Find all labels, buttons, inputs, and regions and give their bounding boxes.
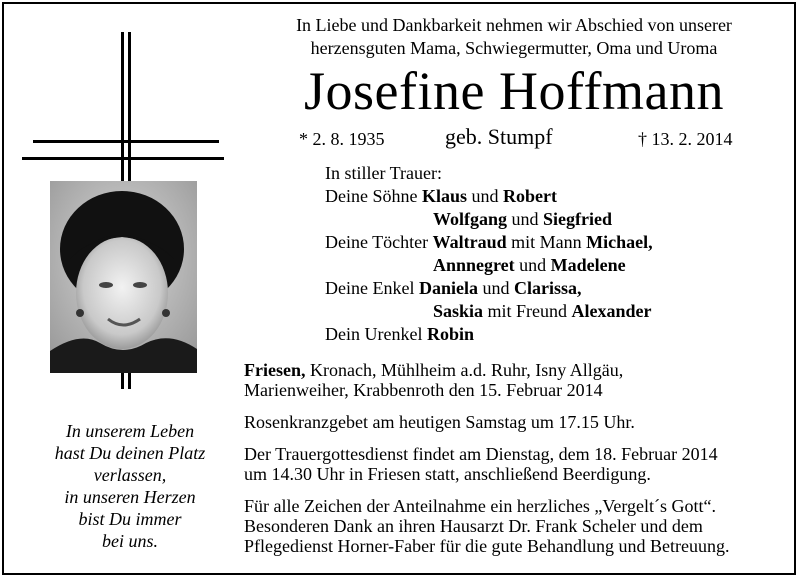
mourners-sons-line2: [433, 208, 612, 231]
maiden-name: geb. Stumpf: [445, 124, 553, 149]
service-line: um 14.30 Uhr in Friesen statt, anschließend Beerdigung.: [244, 464, 651, 484]
thanks-text: [244, 496, 790, 556]
deceased-name: Josefine Hoffmann: [304, 61, 724, 121]
mourners-heading: In stiller Trauer:: [325, 163, 442, 183]
intro-line: In Liebe und Dankbarkeit nehmen wir Abschied von unserer: [296, 15, 732, 35]
death-date: 13. 2. 2014: [651, 129, 733, 149]
town-name: Friesen,: [244, 360, 306, 380]
conjunction: und: [471, 186, 499, 206]
son-name: Klaus: [421, 186, 468, 206]
place-line2: Marienweiher, Krabbenroth den 15. Februar 2014: [244, 380, 603, 400]
memorial-quote: [22, 420, 238, 552]
grandchild-name: Daniela: [418, 278, 478, 298]
quote-line: In unserem Leben: [65, 421, 195, 441]
son-name: Siegfried: [543, 209, 613, 229]
place-line1: [244, 360, 790, 380]
places-list: Kronach, Mühlheim a.d. Ruhr, Isny Allgäu,: [309, 360, 624, 380]
quote-line: bist Du immer: [78, 509, 182, 529]
mourners-daughters-line2: [433, 254, 626, 277]
mourners-greatgrandchild: [325, 323, 474, 346]
daughter-name: Madelene: [550, 255, 626, 275]
son-name: Robert: [503, 186, 557, 206]
rosary-text: Rosenkranzgebet am heutigen Samstag um 17.15 Uhr.: [244, 412, 635, 432]
mourners-sons-line1: [325, 185, 557, 208]
intro-text: [244, 14, 784, 60]
death-cross-icon: †: [638, 129, 647, 149]
friend-name: Alexander: [571, 301, 652, 321]
relation-text: mit Mann: [511, 232, 582, 252]
mourners-daughters-line1: [325, 231, 653, 254]
greatgrandchild-prefix: Dein Urenkel: [325, 324, 423, 344]
birth-star-icon: *: [299, 129, 308, 149]
quote-line: in unseren Herzen: [64, 487, 196, 507]
greatgrandchild-name: Robin: [426, 324, 474, 344]
sons-prefix: Deine Söhne: [325, 186, 418, 206]
thanks-line: Pflegedienst Horner-Faber für die gute Behandlung und Betreuung.: [244, 536, 730, 556]
relation-text: mit Freund: [487, 301, 568, 321]
thanks-line: Besonderen Dank an ihren Hausarzt Dr. Frank Scheler und dem: [244, 516, 703, 536]
service-info: [244, 444, 790, 484]
intro-line: herzensguten Mama, Schwiegermutter, Oma und Uroma: [310, 38, 718, 58]
death-info: [638, 128, 733, 151]
grandchild-name: Saskia: [433, 301, 484, 321]
grandchild-name: Clarissa,: [513, 278, 582, 298]
conjunction: und: [482, 278, 510, 298]
quote-line: hast Du deinen Platz: [54, 443, 206, 463]
place-date: [244, 360, 790, 400]
grandchildren-prefix: Deine Enkel: [325, 278, 415, 298]
portrait-photo: [50, 181, 197, 373]
birth-date: 2. 8. 1935: [312, 129, 385, 149]
daughter-name: Annnegret: [433, 255, 515, 275]
husband-name: Michael,: [586, 232, 653, 252]
conjunction: und: [511, 209, 539, 229]
service-line: Der Trauergottesdienst findet am Dienstag, dem 18. Februar 2014: [244, 444, 718, 464]
quote-line: bei uns.: [102, 531, 158, 551]
daughter-name: Waltraud: [432, 232, 507, 252]
daughters-prefix: Deine Töchter: [325, 232, 429, 252]
son-name: Wolfgang: [433, 209, 508, 229]
birth-info: [299, 128, 385, 151]
conjunction: und: [519, 255, 547, 275]
mourners-grandchildren-line2: [433, 300, 652, 323]
quote-line: verlassen,: [93, 465, 167, 485]
thanks-line: Für alle Zeichen der Anteilnahme ein herzliches „Vergelt´s Gott“.: [244, 496, 716, 516]
mourners-grandchildren-line1: [325, 277, 581, 300]
